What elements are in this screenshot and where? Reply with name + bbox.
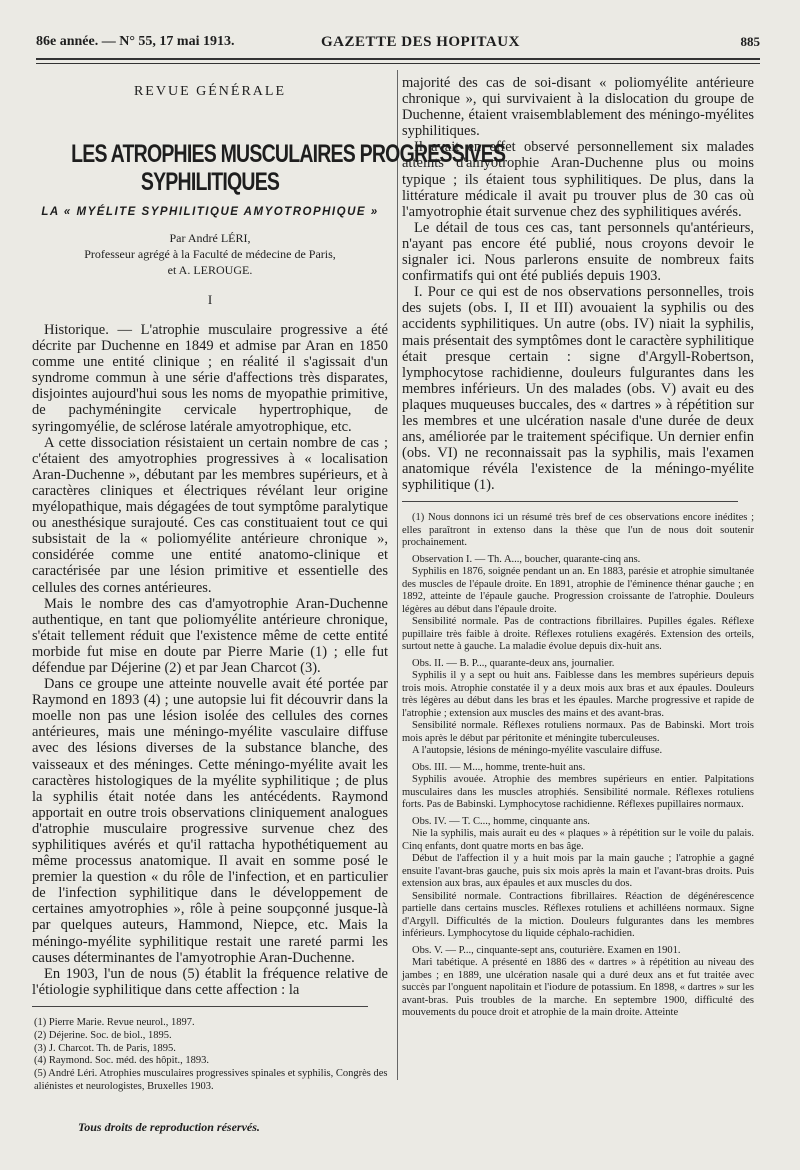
header-rule-thin [36, 63, 760, 64]
observation-title: Obs. V. — P..., cinquante-sept ans, couturière. Examen en 1901. [412, 944, 681, 956]
footnote: (4) Raymond. Soc. méd. des hôpit., 1893. [34, 1055, 209, 1067]
body-paragraph: Le détail de tous ces cas, tant personnels qu'antérieurs, n'ayant pas encore été publié, nous croyons devoir le signaler ici. Nous parlerons ensuite de nombreux faits confirmatifs qui ont été publiés depuis 1903. [402, 219, 754, 285]
body-paragraph: majorité des cas de soi-disant « poliomyélite antérieure chronique », qui survivaient à la dislocation du groupe de Duchenne, étaient vraisemblablement des méningo-myélites syphilitiques. [402, 75, 754, 140]
observation-text: Syphilis il y a sept ou huit ans. Faiblesse dans les membres supérieurs depuis trois mois. Atrophie constatée il y a deux mois aux bras et aux épaules. Douleurs très légères au début dans les bras et les épaules. Marche progressive et rapide de l'atrophie ; extension aux muscles des mains et des avant-bras. [402, 670, 754, 719]
page-number: 885 [740, 34, 760, 49]
article-title-line1: LES ATROPHIES MUSCULAIRES PROGRESSIVES [71, 140, 506, 168]
body-paragraph: En 1903, l'un de nous (5) établit la fréquence relative de l'étiologie syphilitique dans cette affection : la [32, 965, 388, 998]
observation-title: Obs. II. — B. P..., quarante-deux ans, journalier. [412, 657, 615, 669]
body-paragraph: Historique. — L'atrophie musculaire progressive a été décrite par Duchenne en 1849 et admise par Aran en 1850 comme une entité clinique ; en réalité il s'agissait d'un syndrome commun à une série d'affections très disparates, disjointes aujourd'hui sous les noms de myopathie primitive, de pachyméningite cervicale hypertrophique, de syringomyélie, de sclérose latérale amyotrophique, etc. [32, 322, 388, 435]
left-footnotes [32, 1017, 388, 1094]
observation-text: Sensibilité normale. Réflexes rotuliens normaux. Pas de Babinski. Mort trois mois après le début par péritonite et méningite tuberculeuses. [402, 720, 754, 744]
journal-title: GAZETTE DES HOPITAUX [321, 34, 520, 50]
column-separator [397, 70, 398, 1080]
footnote-rule [32, 1006, 368, 1007]
right-body-text [402, 75, 754, 493]
body-paragraph: Il avait en effet observé personnellement six malades atteints d'amyotrophie Aran-Duchenne plus ou moins typique ; ils étaient tous syphilitiques. De plus, dans la littérature médicale il avait pu trouver plus de 30 cas où l'amyotrophie était survenue chez des syphilitiques avérés. [402, 139, 754, 220]
author-line: Par André LÉRI, [169, 231, 251, 245]
observation-text: Mari tabétique. A présenté en 1886 des « dartres » à répétition au niveau des jambes ; en 1889, une ulcération nasale qui a duré deux ans et fut traitée avec succès par l'onguent napolitain et l'iodure de potassium. En 1898, « dartres » sur les avant-bras. Puis troubles de la marche. En septembre 1900, difficulté des mouvements du pouce droit et atrophie de la main droite. Atteinte [402, 957, 754, 1019]
footnote: (3) J. Charcot. Th. de Paris, 1895. [34, 1042, 176, 1054]
body-paragraph: Dans ce groupe une atteinte nouvelle avait été portée par Raymond en 1893 (4) ; une autopsie lui fit découvrir dans la moelle non pas une lésion isolée des cellules des cornes antérieures, mais une méningo-myélite vasculaire diffuse avec des lésions diverses de la substance blanche, des vaisseaux et des méninges. Cette méningo-myélite avait les caractères histologiques de la myélite syphilitique ; de plus la syphilis était notée dans les antécédents. Raymond apportait en outre trois observations cliniquement analogues d'atrophie musculaire progressive survenue chez des syphilitiques avérés et qu'il rattacha hypothétiquement au même processus anatomique. Il avait en somme posé le premier la question « du rôle de l'infection, et en particulier de l'infection syphilitique dans le développement de certaines amyotrophies », rôle à peine soupçonné jusque-là par quelques auteurs, Hammond, Niepce, etc. Mais la méningo-myélite syphilitique restait une rareté parmi les causes déterminantes de l'amyotrophie Aran-Duchenne. [32, 676, 388, 966]
body-paragraph: Mais le nombre des cas d'amyotrophie Aran-Duchenne authentique, en tant que poliomyélite antérieure chronique, s'était tellement réduit que l'existence même de cette entité morbide fut mise en doute par Pierre Marie (1) ; elle fut défendue par Déjerine (2) et par Jean Charcot (3). [32, 595, 388, 676]
section-number: I [207, 292, 213, 307]
footnote-intro: (1) Nous donnons ici un résumé très bref de ces observations encore inédites ; elles paraîtront in extenso dans la thèse que l'un de nous doit soutenir prochainement. [402, 512, 754, 549]
observation-title: Observation I. — Th. A..., boucher, quarante-cinq ans. [412, 553, 641, 565]
article-subtitle: LA « MYÉLITE SYPHILITIQUE AMYOTROPHIQUE » [41, 206, 379, 218]
observation-text: Nie la syphilis, mais aurait eu des « plaques » à répétition sur le voile du palais. Cinq enfants, dont quatre morts en bas âge. [402, 828, 754, 852]
coauthor-line: et A. LEROUGE. [167, 263, 253, 277]
observation-text: A l'autopsie, lésions de méningo-myélite vasculaire diffuse. [412, 745, 663, 757]
footnote: (1) Pierre Marie. Revue neurol., 1897. [34, 1016, 195, 1028]
footnote: (2) Déjerine. Soc. de biol., 1895. [34, 1029, 172, 1041]
observation-title: Obs. IV. — T. C..., homme, cinquante ans. [412, 815, 590, 827]
issue-info: 86e année. — N° 55, 17 mai 1913. [36, 34, 235, 49]
observation-text: Syphilis en 1876, soignée pendant un an. En 1883, parésie et atrophie simultanée des muscles de l'épaule droite. En 1891, atrophie de l'éminence thénar gauche ; en 1892, atteinte de l'épaule gauche. Progression croissante de l'atrophie. Douleurs légères au début dans l'épaule droite. [402, 566, 754, 615]
rights-notice: Tous droits de reproduction réservés. [78, 1120, 260, 1134]
observations [402, 554, 754, 1020]
body-paragraph: I. Pour ce qui est de nos observations personnelles, trois des sujets (obs. I, II et III) avouaient la syphilis ou des accidents syphilitiques. Un autre (obs. IV) niait la syphilis, mais présentait des symptômes dont le caractère syphilitique était presque certain : signe d'Argyll-Robertson, lymphocytose rachidienne, douleurs fulgurantes dans les membres inférieurs. Un des malades (obs. V) avait eu des plaques muqueuses buccales, des « dartres » à répétition sur les membres et une ulcération nasale d'une durée de deux ans, améliorée par le traitement spécifique. Un dernier enfin (obs. VI) ne reconnaissait pas la syphilis, mais l'examen anatomique révéla l'existence de la méningo-myélite syphilitique (1). [402, 284, 754, 494]
observation-text: Début de l'affection il y a huit mois par la main gauche ; l'atrophie a gagné ensuite l'avant-bras gauche, puis six mois après la main et l'avant-bras droits. Puis extension aux bras, aux épaules et aux muscles du dos. [402, 853, 754, 890]
section-heading: REVUE GÉNÉRALE [133, 84, 287, 99]
left-body-text [32, 322, 388, 998]
right-column [402, 75, 754, 1020]
observation-text: Sensibilité normale. Contractions fibrillaires. Réaction de dégénérescence partielle dans certains muscles. Réflexes rotuliens et achilléens normaux. Signe d'Argyll. Difficultés de la miction. Douleurs fulgurantes dans les membres inférieurs. Lymphocytose du liquide céphalo-rachidien. [402, 890, 754, 940]
footnote-rule-right [402, 501, 738, 502]
observation-text: Sensibilité normale. Pas de contractions fibrillaires. Pupilles égales. Réflexe pupillaire très faible à droite. Réflexes rotuliens exagérés. Extension des orteils, surtout nette à gauche. La maladie évolue depuis dix-huit ans. [402, 616, 754, 653]
article-title-line2: SYPHILITIQUES [140, 168, 280, 196]
observation-text: Syphilis avouée. Atrophie des membres supérieurs en entier. Palpitations musculaires dans les muscles atrophiés. Sensibilité normale. Réflexes rotuliens forts. Pas de Babinski. Lymphocytose rachidienne. Réflexes pupillaires normaux. [402, 774, 754, 811]
page-header [36, 34, 760, 56]
header-rule-thick [36, 58, 760, 60]
author-role: Professeur agrégé à la Faculté de médecine de Paris, [84, 247, 336, 261]
footnote: (5) André Léri. Atrophies musculaires progressives spinales et syphilis, Congrès des aliénistes et neurologistes, Bruxelles 1903. [34, 1068, 388, 1092]
body-paragraph: A cette dissociation résistaient un certain nombre de cas ; c'étaient des amyotrophies progressives à « localisation Aran-Duchenne », débutant par les membres supérieurs, et à caractères cliniques et électriques révélant leur origine myélopathique, mais dégagées de tout symptôme paralytique ou anesthésique surajouté. Ces cas constituaient tout ce qui subsistait de la « poliomyélite antérieure chronique », considérée comme une entité anatomo-clinique et caractérisée par une lésion primitive et essentielle des cellules des cornes antérieures. [32, 434, 388, 596]
observation-title: Obs. III. — M..., homme, trente-huit ans. [412, 761, 586, 773]
